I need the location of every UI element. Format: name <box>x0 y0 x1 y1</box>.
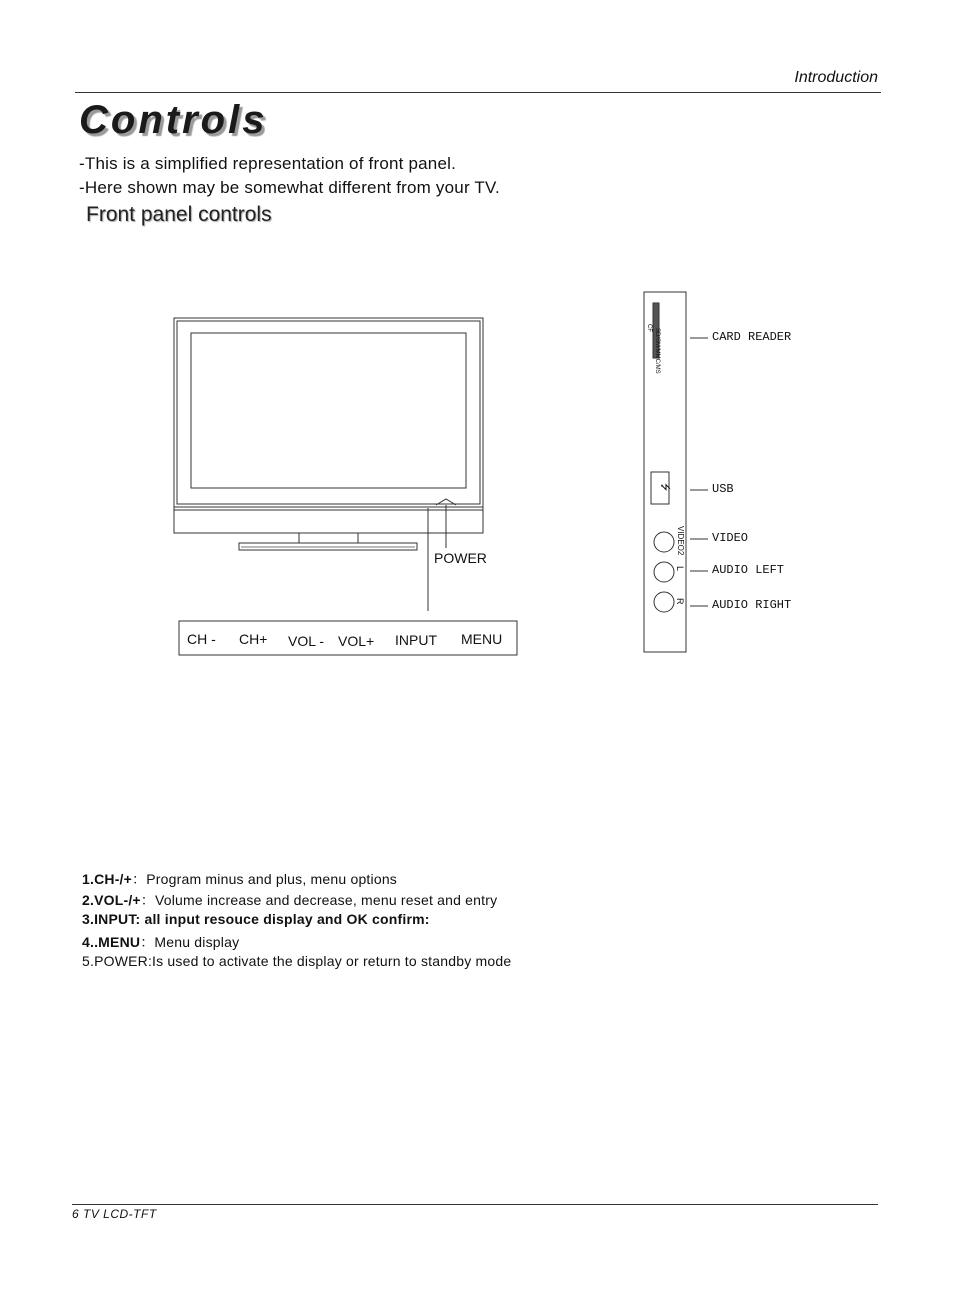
tv-bezel-inner <box>177 321 480 504</box>
r-text: R <box>675 598 685 605</box>
desc-menu-key: 4..MENU <box>82 934 141 950</box>
desc-menu-sep: ： <box>140 934 155 950</box>
label-audio-right: AUDIO RIGHT <box>712 598 792 612</box>
card-slot-text-small: CF <box>646 324 652 332</box>
desc-power-text: 5.POWER:Is used to activate the display or return to standby mode <box>82 953 512 969</box>
page-title: Controls <box>79 98 268 142</box>
button-input: INPUT <box>395 632 437 648</box>
usb-symbol-icon: ⭍ <box>659 483 670 492</box>
intro-line-2: -Here shown may be somewhat different from your TV. <box>79 178 500 197</box>
button-vol-minus: VOL - <box>288 633 325 649</box>
desc-vol <box>82 890 497 910</box>
label-video: VIDEO <box>712 531 749 545</box>
desc-ch-key: 1.CH-/+ <box>82 871 133 887</box>
desc-menu-text: Menu display <box>154 934 240 950</box>
desc-ch <box>82 869 397 889</box>
button-menu: MENU <box>461 631 503 647</box>
desc-vol-sep: ： <box>140 892 155 908</box>
label-usb: USB <box>712 482 734 496</box>
button-ch-plus: CH+ <box>239 631 268 647</box>
l-text: L <box>675 566 685 572</box>
audio-left-jack <box>654 562 674 582</box>
intro-line-1: -This is a simplified representation of front panel. <box>79 154 457 173</box>
footer-rule <box>72 1204 878 1205</box>
video2-text: VIDEO2 <box>676 526 685 556</box>
power-label: POWER <box>434 550 487 566</box>
desc-input-key: 3.INPUT: all input resouce display and OK confirm: <box>82 911 430 927</box>
desc-ch-text: Program minus and plus, menu options <box>146 871 398 887</box>
audio-right-jack <box>654 592 674 612</box>
button-vol-plus: VOL+ <box>338 633 375 649</box>
desc-vol-key: 2.VOL-/+ <box>82 892 141 908</box>
tv-screen <box>191 333 466 488</box>
desc-vol-text: Volume increase and decrease, menu reset and entry <box>155 892 498 908</box>
tv-bezel <box>174 318 483 507</box>
desc-power <box>82 953 511 969</box>
desc-input <box>82 911 430 927</box>
video-jack <box>654 532 674 552</box>
header-section-title: Introduction <box>794 69 878 86</box>
desc-ch-sep: ： <box>132 871 147 887</box>
label-audio-left: AUDIO LEFT <box>712 563 785 577</box>
footer-text: 6 TV LCD-TFT <box>72 1207 157 1221</box>
section-subtitle: Front panel controls <box>86 203 272 226</box>
tv-bottom-bar <box>174 507 483 533</box>
desc-menu <box>82 932 239 952</box>
button-ch-minus: CH - <box>187 631 216 647</box>
card-slot-text: SD/SM/MMC/MS <box>654 328 660 374</box>
label-card-reader: CARD READER <box>712 330 792 344</box>
